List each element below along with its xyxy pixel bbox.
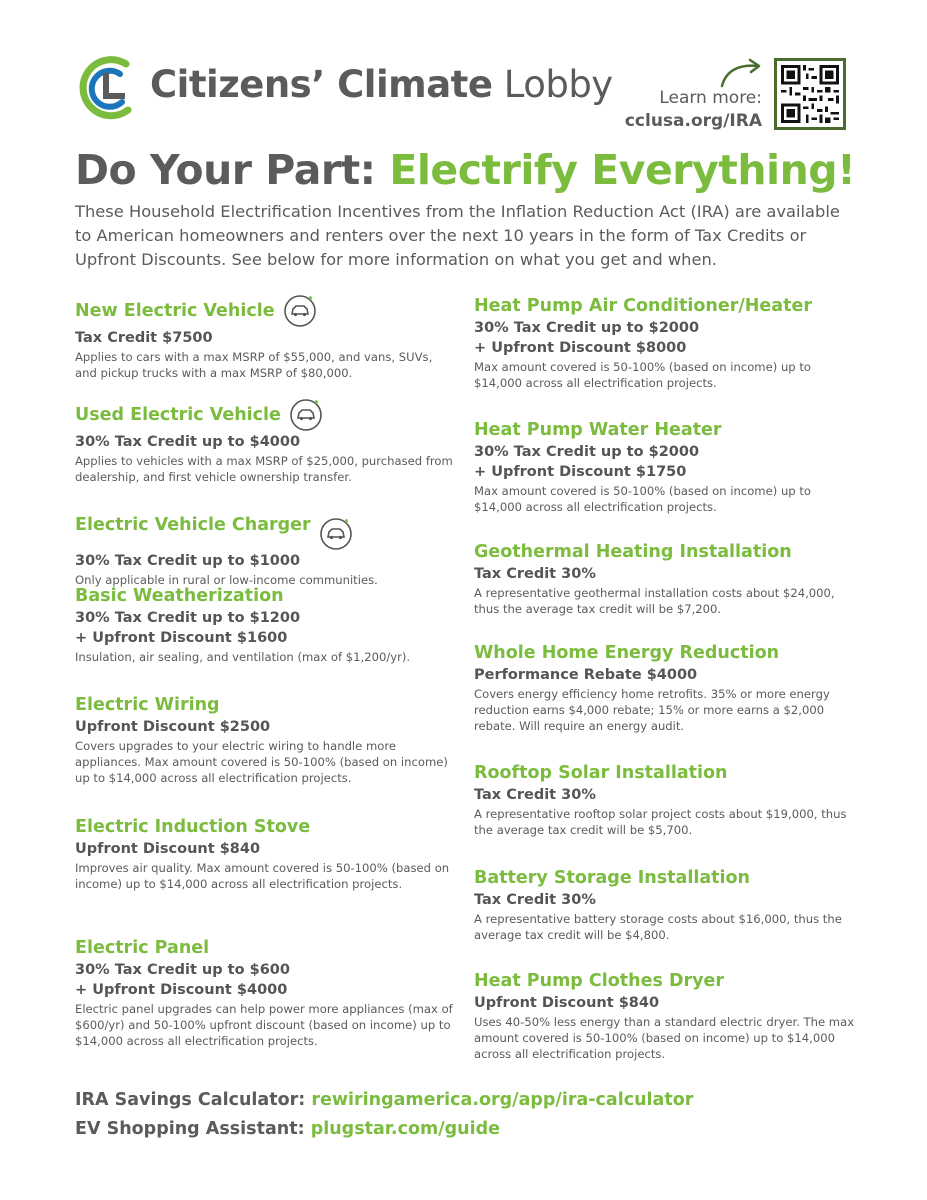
car-icon bbox=[319, 517, 353, 551]
title-part2: Electrify Everything! bbox=[389, 146, 856, 194]
incentive-title: Electric Vehicle Charger bbox=[75, 515, 311, 535]
incentive-amount: + Upfront Discount $8000 bbox=[474, 340, 687, 356]
incentive-desc: Only applicable in rural or low-income communities. bbox=[75, 573, 378, 587]
calculator-link[interactable]: rewiringamerica.org/app/ira-calculator bbox=[311, 1090, 694, 1110]
incentive-clothes-dryer bbox=[474, 969, 859, 1062]
ev-assistant-label: EV Shopping Assistant: bbox=[75, 1119, 305, 1139]
incentive-desc: A representative battery storage costs about $16,000, thus the average tax credit will be $4,800. bbox=[474, 912, 842, 942]
incentive-desc: Applies to vehicles with a max MSRP of $25,000, purchased from dealership, and first vehicle ownership transfer. bbox=[75, 454, 453, 484]
brand-bold: Citizens’ Climate bbox=[150, 63, 493, 106]
incentive-desc: A representative geothermal installation costs about $24,000, thus the average tax credit will be $7,200. bbox=[474, 586, 835, 616]
incentive-desc: Electric panel upgrades can help power more appliances (max of $600/yr) and 50-100% upfront discount (based on income) up to $14,000 across all electrification projects. bbox=[75, 1002, 453, 1048]
learn-more-label: Learn more: bbox=[659, 88, 762, 108]
incentive-title: Electric Wiring bbox=[75, 695, 220, 715]
brand-light: Lobby bbox=[503, 63, 613, 106]
incentive-desc: Uses 40-50% less energy than a standard electric dryer. The max amount covered is 50-100% (based on income) up to $14,000 across all electrification projects. bbox=[474, 1015, 855, 1061]
incentive-title: Battery Storage Installation bbox=[474, 868, 751, 888]
incentive-used-ev bbox=[75, 398, 455, 485]
qr-code[interactable] bbox=[774, 58, 846, 130]
learn-more bbox=[625, 87, 762, 133]
incentive-desc: Covers energy efficiency home retrofits. 35% or more energy reduction earns $4,000 rebate; 15% or more earns a $2,000 rebate. Will require an energy audit. bbox=[474, 687, 830, 733]
incentive-new-ev bbox=[75, 294, 455, 381]
incentive-heat-pump-water bbox=[474, 418, 859, 515]
incentive-title: Heat Pump Water Heater bbox=[474, 420, 722, 440]
incentive-induction-stove bbox=[75, 815, 455, 892]
incentive-amount: Tax Credit 30% bbox=[474, 566, 596, 582]
incentive-desc: Improves air quality. Max amount covered is 50-100% (based on income) up to $14,000 across all electrification projects. bbox=[75, 861, 450, 891]
incentive-title: Electric Panel bbox=[75, 938, 210, 958]
incentive-desc: Applies to cars with a max MSRP of $55,000, and vans, SUVs, and pickup trucks with a max MSRP of $80,000. bbox=[75, 350, 433, 380]
calculator-label: IRA Savings Calculator: bbox=[75, 1090, 306, 1110]
footer-calculator bbox=[75, 1090, 693, 1110]
title-part1: Do Your Part: bbox=[75, 146, 376, 194]
curved-arrow-icon bbox=[720, 58, 764, 88]
incentive-electric-panel bbox=[75, 936, 455, 1049]
incentive-amount: Upfront Discount $840 bbox=[474, 995, 660, 1011]
incentive-amount: Tax Credit 30% bbox=[474, 892, 596, 908]
qr-code-icon bbox=[781, 65, 839, 123]
incentive-title: Basic Weatherization bbox=[75, 586, 284, 606]
incentive-amount: Tax Credit $7500 bbox=[75, 330, 213, 346]
intro-paragraph: These Household Electrification Incentives from the Inflation Reduction Act (IRA) are available to American homeowners and renters over the next 10 years in the form of Tax Credits or Upfront Discounts. See below for more information on what you get and when. bbox=[75, 202, 840, 269]
incentive-desc: Covers upgrades to your electric wiring to handle more appliances. Max amount covered is 50-100% (based on income) up to $14,000 across all electrification projects. bbox=[75, 739, 448, 785]
brand-name bbox=[150, 63, 613, 106]
incentive-amount: + Upfront Discount $1750 bbox=[474, 464, 687, 480]
footer-ev-assistant bbox=[75, 1119, 500, 1139]
incentive-title: Heat Pump Clothes Dryer bbox=[474, 971, 725, 991]
incentive-title: Rooftop Solar Installation bbox=[474, 763, 728, 783]
incentive-battery bbox=[474, 866, 859, 943]
incentive-desc: Max amount covered is 50-100% (based on income) up to $14,000 across all electrification projects. bbox=[474, 360, 811, 390]
incentive-amount: 30% Tax Credit up to $600 bbox=[75, 962, 290, 978]
incentive-ev-charger bbox=[75, 499, 455, 588]
car-icon bbox=[283, 294, 317, 328]
incentive-amount: 30% Tax Credit up to $1000 bbox=[75, 553, 301, 569]
incentive-title: Geothermal Heating Installation bbox=[474, 542, 792, 562]
learn-more-link[interactable]: cclusa.org/IRA bbox=[624, 111, 762, 131]
incentive-amount: Tax Credit 30% bbox=[474, 787, 596, 803]
incentive-title: Heat Pump Air Conditioner/Heater bbox=[474, 296, 812, 316]
incentive-title: Electric Induction Stove bbox=[75, 817, 311, 837]
incentive-amount: Upfront Discount $2500 bbox=[75, 719, 271, 735]
incentive-weatherization bbox=[75, 584, 455, 665]
page-title bbox=[75, 146, 855, 194]
incentive-heat-pump-ac bbox=[474, 294, 859, 391]
ev-assistant-link[interactable]: plugstar.com/guide bbox=[310, 1119, 500, 1139]
incentive-title: New Electric Vehicle bbox=[75, 301, 275, 321]
incentive-amount: Upfront Discount $840 bbox=[75, 841, 261, 857]
incentive-amount: 30% Tax Credit up to $2000 bbox=[474, 444, 700, 460]
incentive-desc: A representative rooftop solar project costs about $19,000, thus the average tax credit will be $5,700. bbox=[474, 807, 847, 837]
incentive-amount: 30% Tax Credit up to $4000 bbox=[75, 434, 301, 450]
incentive-geothermal bbox=[474, 540, 859, 617]
incentive-amount: 30% Tax Credit up to $1200 bbox=[75, 610, 301, 626]
incentive-title: Used Electric Vehicle bbox=[75, 405, 281, 425]
incentive-amount: Performance Rebate $4000 bbox=[474, 667, 698, 683]
incentive-desc: Insulation, air sealing, and ventilation (max of $1,200/yr). bbox=[75, 650, 411, 664]
incentive-whole-home bbox=[474, 641, 859, 734]
incentive-amount: + Upfront Discount $1600 bbox=[75, 630, 288, 646]
incentive-title: Whole Home Energy Reduction bbox=[474, 643, 780, 663]
incentive-wiring bbox=[75, 693, 455, 786]
incentive-rooftop-solar bbox=[474, 761, 859, 838]
incentive-amount: + Upfront Discount $4000 bbox=[75, 982, 288, 998]
incentive-desc: Max amount covered is 50-100% (based on income) up to $14,000 across all electrification projects. bbox=[474, 484, 811, 514]
incentive-amount: 30% Tax Credit up to $2000 bbox=[474, 320, 700, 336]
ccl-logo-icon bbox=[76, 52, 148, 124]
car-icon bbox=[289, 398, 323, 432]
